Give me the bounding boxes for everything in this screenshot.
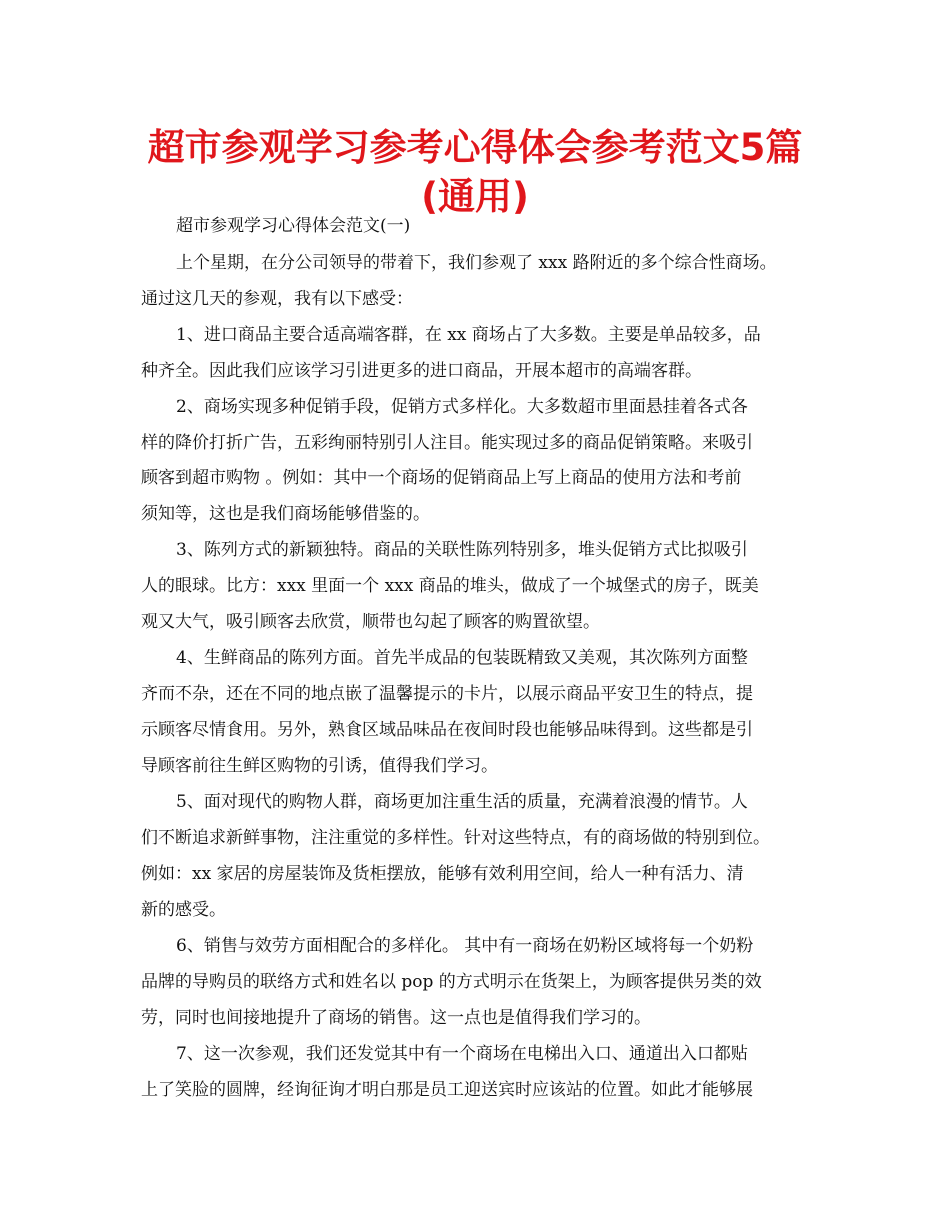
paragraph-line: 上了笑脸的圆牌，经询征询才明白那是员工迎送宾时应该站的位置。如此才能够展 <box>141 1080 753 1100</box>
paragraph-line: 须知等，这也是我们商场能够借鉴的。 <box>141 504 430 524</box>
paragraph-line: 7、这一次参观，我们还发觉其中有一个商场在电梯出入口、通道出入口都贴 <box>176 1044 748 1064</box>
paragraph-line: 齐而不杂，还在不同的地点嵌了温馨提示的卡片，以展示商品平安卫生的特点，提 <box>141 684 753 704</box>
paragraph-line: 新的感受。 <box>141 900 226 920</box>
paragraph-line: 们不断追求新鲜事物，注注重觉的多样性。针对这些特点，有的商场做的特别到位。 <box>141 828 770 848</box>
paragraph-line: 顾客到超市购物 。例如：其中一个商场的促销商品上写上商品的使用方法和考前 <box>141 468 742 488</box>
section-heading: 超市参观学习心得体会范文(一) <box>176 216 411 236</box>
paragraph-line: 2、商场实现多种促销手段，促销方式多样化。大多数超市里面悬挂着各式各 <box>176 397 748 417</box>
paragraph-line: 例如：xx 家居的房屋装饰及货柜摆放，能够有效利用空间，给人一种有活力、清 <box>141 864 744 884</box>
paragraph-line: 6、销售与效劳方面相配合的多样化。 其中有一商场在奶粉区域将每一个奶粉 <box>176 936 754 956</box>
paragraph-line: 通过这几天的参观，我有以下感受： <box>141 289 413 309</box>
paragraph-line: 品牌的导购员的联络方式和姓名以 pop 的方式明示在货架上，为顾客提供另类的效 <box>141 972 762 992</box>
paragraph-line: 人的眼球。比方：xxx 里面一个 xxx 商品的堆头，做成了一个城堡式的房子，既美 <box>141 576 759 596</box>
paragraph-line: 上个星期，在分公司领导的带着下，我们参观了 xxx 路附近的多个综合性商场。 <box>176 253 777 273</box>
document-title-line-1: 超市参观学习参考心得体会参考范文5篇 <box>147 126 803 169</box>
paragraph-line: 样的降价打折广告，五彩绚丽特别引人注目。能实现过多的商品促销策略。来吸引 <box>141 433 753 453</box>
paragraph-line: 示顾客尽情食用。另外，熟食区域品味品在夜间时段也能够品味得到。这些都是引 <box>141 720 753 740</box>
paragraph-line: 种齐全。因此我们应该学习引进更多的进口商品，开展本超市的高端客群。 <box>141 361 702 381</box>
document-title-line-2: (通用) <box>421 175 529 218</box>
paragraph-line: 导顾客前往生鲜区购物的引诱，值得我们学习。 <box>141 756 498 776</box>
paragraph-line: 5、面对现代的购物人群，商场更加注重生活的质量，充满着浪漫的情节。人 <box>176 792 748 812</box>
paragraph-line: 劳，同时也间接地提升了商场的销售。这一点也是值得我们学习的。 <box>141 1008 651 1028</box>
paragraph-line: 1、进口商品主要合适高端客群，在 xx 商场占了大多数。主要是单品较多，品 <box>176 325 761 345</box>
paragraph-line: 3、陈列方式的新颖独特。商品的关联性陈列特别多，堆头促销方式比拟吸引 <box>176 540 748 560</box>
paragraph-line: 观又大气，吸引顾客去欣赏，顺带也勾起了顾客的购置欲望。 <box>141 612 600 632</box>
paragraph-line: 4、生鲜商品的陈列方面。首先半成品的包装既精致又美观，其次陈列方面整 <box>176 648 748 668</box>
